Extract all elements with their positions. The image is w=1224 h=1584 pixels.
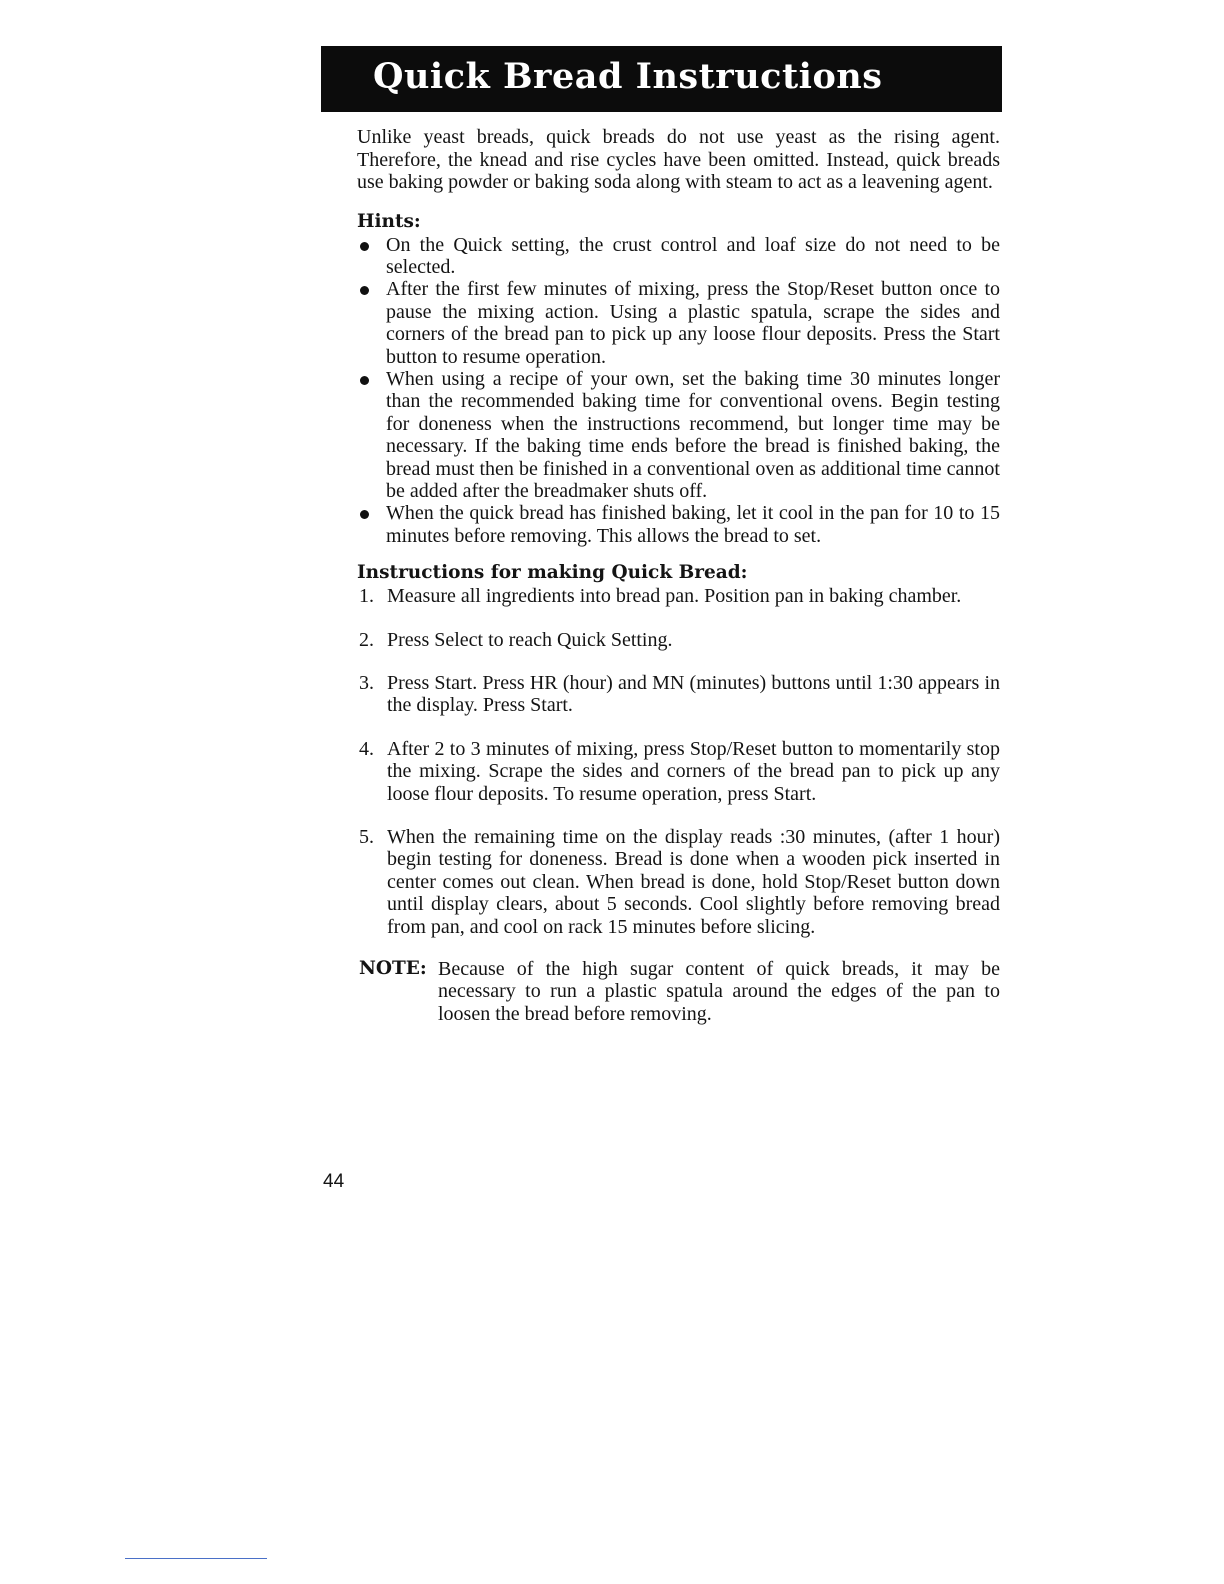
step-item bbox=[357, 585, 1000, 607]
hint-text: On the Quick setting, the crust control and loaf size do not need to be selected. bbox=[386, 233, 1000, 278]
page-title: Quick Bread Instructions bbox=[373, 56, 883, 97]
title-banner bbox=[321, 46, 1002, 112]
intro-paragraph: Unlike yeast breads, quick breads do not use yeast as the rising agent. Therefore, the knead and rise cycles have been omitted. Instead, quick breads use baking powder or baking soda along with steam to act as a leavening agent. bbox=[357, 126, 1000, 193]
note-block bbox=[357, 958, 1000, 1025]
hint-text: When the quick bread has finished baking, let it cool in the pan for 10 to 15 minutes before removing. This allows the bread to set. bbox=[386, 502, 1000, 547]
hint-item bbox=[357, 368, 1000, 502]
step-text: When the remaining time on the display reads :30 minutes, (after 1 hour) begin testing for doneness. Bread is done when a wooden pick inserted in center comes out clean. When bread is done, hold Stop/Reset button down until display clears, about 5 seconds. Cool slightly before removing bread from pan, and cool on rack 15 minutes before slicing. bbox=[387, 826, 1000, 938]
page-number: 44 bbox=[323, 1171, 345, 1192]
step-text: Press Select to reach Quick Setting. bbox=[387, 628, 673, 651]
step-item bbox=[357, 672, 1000, 717]
hint-item bbox=[357, 278, 1000, 368]
step-text: After 2 to 3 minutes of mixing, press Stop/Reset button to momentarily stop the mixing. Scrape the sides and corners of the bread pan to pick up any loose flour deposits. To resume operation, press Start. bbox=[387, 737, 1000, 805]
step-text: Press Start. Press HR (hour) and MN (minutes) buttons until 1:30 appears in the display. Press Start. bbox=[387, 672, 1000, 717]
hint-text: After the first few minutes of mixing, press the Stop/Reset button once to pause the mixing action. Using a plastic spatula, scrape the sides and corners of the bread pan to pick up any loose flour deposits. Press the Start button to resume operation. bbox=[386, 278, 1000, 368]
hints-heading: Hints: bbox=[357, 210, 421, 232]
bullet-icon bbox=[360, 510, 369, 519]
step-text: Measure all ingredients into bread pan. Position pan in baking chamber. bbox=[387, 585, 962, 608]
step-number: 5. bbox=[359, 826, 374, 849]
hint-item bbox=[357, 234, 1000, 279]
hint-text: When using a recipe of your own, set the baking time 30 minutes longer than the recommended baking time for conventional ovens. Begin testing for doneness when the instructions recommend, but longer time may be necessary. If the baking time ends before the bread is finished baking, the bread must then be finished in a conventional oven as additional time cannot be added after the breadmaker shuts off. bbox=[386, 367, 1000, 502]
instructions-heading: Instructions for making Quick Bread: bbox=[357, 562, 748, 584]
step-number: 3. bbox=[359, 672, 374, 694]
step-number: 1. bbox=[359, 585, 374, 608]
note-text: Because of the high sugar content of quick breads, it may be necessary to run a plastic spatula around the edges of the pan to loosen the bread before removing. bbox=[438, 958, 1000, 1025]
steps-list bbox=[357, 585, 1000, 938]
note-label: NOTE: bbox=[359, 958, 427, 980]
hint-item bbox=[357, 502, 1000, 547]
bullet-icon bbox=[360, 376, 369, 385]
bullet-icon bbox=[360, 286, 369, 295]
page-content bbox=[357, 126, 1000, 1025]
hints-list bbox=[357, 234, 1000, 548]
bullet-icon bbox=[360, 242, 369, 251]
bottom-rule-divider bbox=[125, 1558, 267, 1559]
step-number: 4. bbox=[359, 737, 374, 760]
step-number: 2. bbox=[359, 628, 374, 651]
step-item bbox=[357, 738, 1000, 805]
step-item bbox=[357, 629, 1000, 651]
step-item bbox=[357, 826, 1000, 938]
